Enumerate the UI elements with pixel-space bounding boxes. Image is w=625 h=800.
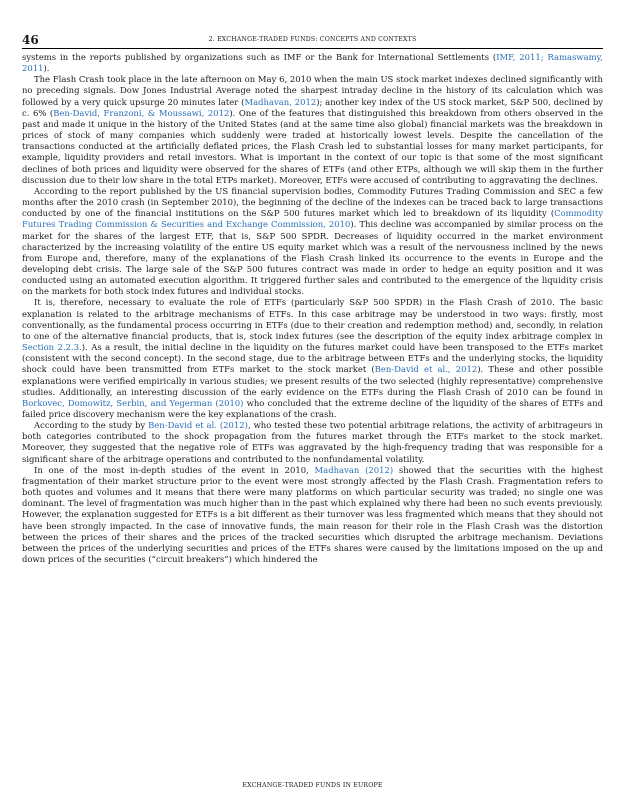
paragraph-text: showed that the securities with the highest fragmentation of their market structure prior to the event were most strongly affected by the Flash Crash. Fragmentation refers to both quotes and volumes and it means that there were many platforms on which particular security was traded; no single one was dominant. The level of fragmentation was much higher than in the past which explained why there had been no such events previously. However, the explanation suggested for ETFs is a bit different as their turnover was less fragmented which means that they should not have been strongly impacted. In the case of innovative funds, the main reason for their role in the Flash Crash was the distortion between the prices of their shares and the prices of the tracked securities which disrupted the arbitrage mechanism. Deviations between the prices of the underlying securities and prices of the ETFs shares were caused by the limitations imposed on the up and down prices of the securities (“circuit breakers”) which hindered the bbox=[22, 464, 603, 565]
citation-link[interactable]: Borkovec, Domowitz, Serbin, and Yegerman (2010) bbox=[22, 397, 244, 408]
citation-link[interactable]: Commodity Futures Trading Commission & Securities and Exchange Commission, 2010 bbox=[22, 208, 603, 230]
paragraph bbox=[22, 420, 603, 465]
paragraph-text: According to the study by bbox=[34, 420, 149, 431]
paragraph bbox=[22, 52, 603, 74]
citation-link[interactable]: Section 2.2.3. bbox=[22, 342, 82, 353]
citation-link[interactable]: Ben-David, Franzoni, & Moussawi, 2012 bbox=[53, 107, 230, 118]
paragraph-text: In one of the most in-depth studies of the event in 2010, bbox=[34, 464, 315, 475]
paragraph-text: ). This decline was accompanied by similar process on the market for the shares of the largest ETF, that is, S&P 500 SPDR. Decreases of liquidity occurred in the market environment characterized by the increasing volatility of the entire US equity market which was a result of the nervousness inclined by the news from Europe and, therefore, many of the explanations of the Flash Crash linked its occurrence to the events in Europe and the developing debt crisis. The large sale of the S&P 500 futures contract was made in order to hedge an equity position and it was conducted using an automated execution algorithm. It triggered further sales and contributed to the emergence of the liquidity crisis on the markets for both stock index futures and individual stocks. bbox=[22, 219, 603, 297]
citation-link[interactable]: Madhavan, 2012 bbox=[244, 96, 317, 107]
citation-link[interactable]: Madhavan (2012) bbox=[314, 464, 394, 475]
paragraph-text: ). As a result, the initial decline in the liquidity on the futures market could have been transposed to the ETFs market (consistent with the second concept). In the second stage, due to the arbitrage between ETFs and the underlying stocks, the liquidity shock could have been transmitted from ETFs market to the stock market ( bbox=[22, 342, 604, 375]
running-title: 2. EXCHANGE-TRADED FUNDS: CONCEPTS AND CONTEXTS bbox=[208, 36, 417, 43]
paragraph bbox=[22, 74, 603, 186]
citation-link[interactable]: Ben-David et al. (2012) bbox=[148, 420, 248, 431]
citation-link[interactable]: IMF, 2011; Ramaswamy, 2011 bbox=[22, 52, 603, 74]
paragraph-text: It is, therefore, necessary to evaluate the role of ETFs (particularly S&P 500 SPDR) in the Flash Crash of 2010. The basic explanation is related to the arbitrage mechanisms of ETFs. In this case arbitrage may be understood in two ways: firstly, most conventionally, as the fundamental process occurring in ETFs (due to their creation and redemption method) and, secondly, in relation to one of the alternative financial products, that is, stock index futures (see the description of the equity index arbitrage complex in bbox=[22, 297, 603, 341]
paragraph-text: ). bbox=[43, 63, 50, 74]
page-number: 46 bbox=[22, 33, 39, 47]
page-footer: EXCHANGE-TRADED FUNDS IN EUROPE bbox=[242, 782, 383, 789]
header-rule bbox=[22, 48, 603, 49]
page-header bbox=[22, 33, 603, 47]
paragraph-text: According to the report published by the US financial supervision bodies, Commodity Futures Trading Commission and SEC a few months after the 2010 crash (in September 2010), the beginning of the decline of the indexes can be traced back to large transactions conducted by one of the financial institutions on the S&P 500 futures market which led to breakdown of its liquidity ( bbox=[22, 185, 603, 219]
citation-link[interactable]: Ben-David et al., 2012 bbox=[374, 364, 478, 375]
paragraph-text: , who tested these two potential arbitrage relations, the activity of arbitrageurs in both categories contributed to the shock propagation from the futures market through the ETFs market to the stock market. Moreover, they suggested that the negative role of ETFs was aggravated by the high-frequency trading that was responsible for a significant share of the arbitrage operations and contributed to the nonfundamental volatility. bbox=[22, 420, 603, 464]
paragraph-text: systems in the reports published by organizations such as IMF or the Bank for International Settlements ( bbox=[22, 52, 497, 62]
paragraph bbox=[22, 465, 603, 565]
paragraph-text: The Flash Crash took place in the late afternoon on May 6, 2010 when the main US stock market indexes declined significantly with no preceding signals. Dow Jones Industrial Average noted the sharpest intraday decline in the history of its calculation which was followed by a very quick upsurge 20 minutes later ( bbox=[22, 74, 603, 107]
paragraph-text: ). These and other possible explanations were verified empirically in various studies; we present results of the two selected (highly representative) comprehensive studies. Additionally, an interesting discussion of the early evidence on the ETFs during the Flash Crash of 2010 can be found in bbox=[22, 364, 603, 397]
paragraph bbox=[22, 186, 603, 298]
paragraph-text: ); another key index of the US stock market, S&P 500, declined by c. 6% ( bbox=[22, 96, 603, 118]
paragraph-text: ). One of the features that distinguished this breakdown from others observed in the past and made it unique in the history of the United States (and at the same time also global) financial markets was the breakdown in prices of stock of many companies which suddenly were traded at historically lowest levels. Despite the cancellation of the transactions conducted at the artificially deflated prices, the Flash Crash led to substantial losses for many market participants, for example, liquidity providers and retail investors. What is important in the context of our topic is that some of the most significant declines of both prices and liquidity were observed for the shares of ETFs (and other ETPs, although we will skip them in the further discussion due to their low share in the total ETPs market). Moreover, ETFs were accused of contributing to aggravating the declines. bbox=[22, 107, 603, 185]
paragraph bbox=[22, 297, 603, 420]
paragraph-text: who concluded that the extreme decline of the liquidity of the shares of ETFs and failed price discovery mechanism were the key explanations of the crash. bbox=[22, 397, 604, 419]
body-text bbox=[22, 52, 603, 565]
